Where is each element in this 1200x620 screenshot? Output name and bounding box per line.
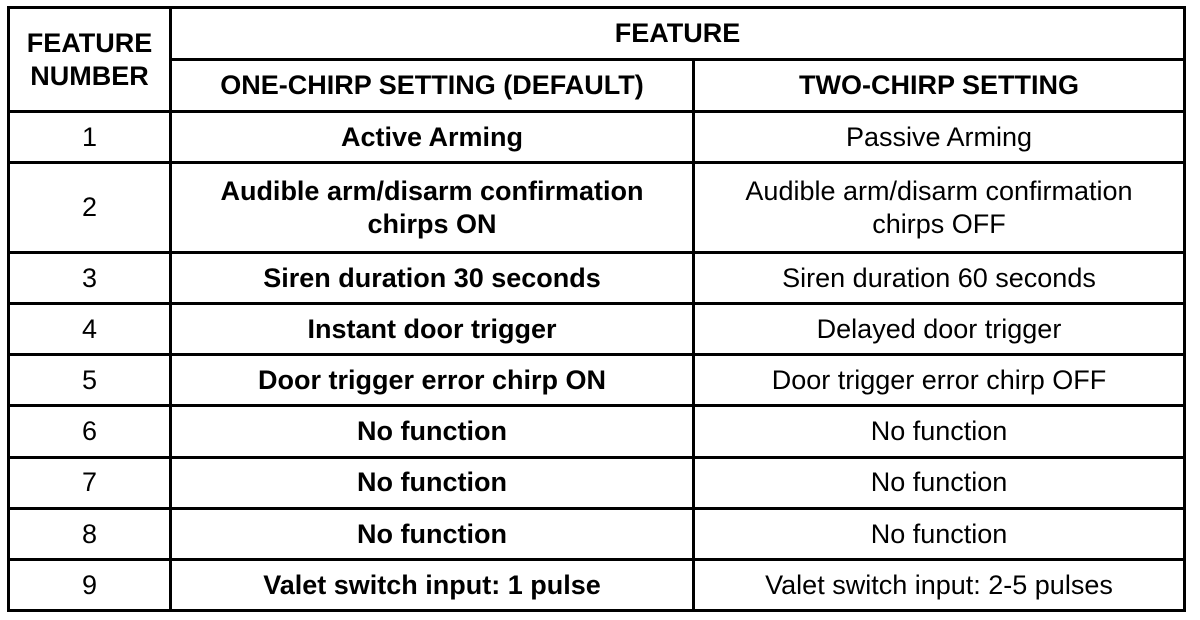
feature-number-cell: 5	[9, 355, 171, 406]
one-chirp-cell: Instant door trigger	[171, 304, 694, 355]
table-row	[9, 163, 1185, 253]
table-row	[9, 355, 1185, 406]
feature-settings-table	[7, 6, 1186, 612]
table-row	[9, 304, 1185, 355]
two-chirp-cell: No function	[694, 457, 1185, 508]
one-chirp-cell-line1: Audible arm/disarm confirmation	[220, 176, 644, 207]
header-row-top	[9, 8, 1185, 60]
two-chirp-cell: Siren duration 60 seconds	[694, 253, 1185, 304]
feature-number-cell: 6	[9, 406, 171, 457]
table-row	[9, 253, 1185, 304]
header-two-chirp-setting: TWO-CHIRP SETTING	[694, 60, 1185, 112]
feature-number-cell: 3	[9, 253, 171, 304]
two-chirp-cell: No function	[694, 508, 1185, 559]
feature-number-cell: 7	[9, 457, 171, 508]
header-feature-number-line1: FEATURE	[26, 28, 153, 59]
one-chirp-cell: No function	[171, 508, 694, 559]
one-chirp-cell: Valet switch input: 1 pulse	[171, 559, 694, 610]
two-chirp-cell-line1: Audible arm/disarm confirmation	[745, 176, 1133, 207]
feature-number-cell: 9	[9, 559, 171, 610]
table-row	[9, 559, 1185, 610]
two-chirp-cell: Delayed door trigger	[694, 304, 1185, 355]
table-row	[9, 112, 1185, 163]
header-feature-number-line2: NUMBER	[30, 60, 149, 91]
one-chirp-cell: No function	[171, 406, 694, 457]
header-row-bottom	[9, 60, 1185, 112]
two-chirp-cell: Passive Arming	[694, 112, 1185, 163]
feature-number-cell: 8	[9, 508, 171, 559]
feature-number-cell: 2	[9, 163, 171, 253]
one-chirp-cell: Siren duration 30 seconds	[171, 253, 694, 304]
header-one-chirp-setting: ONE-CHIRP SETTING (DEFAULT)	[171, 60, 694, 112]
feature-number-cell: 1	[9, 112, 171, 163]
one-chirp-cell	[171, 163, 694, 253]
feature-number-cell: 4	[9, 304, 171, 355]
two-chirp-cell	[694, 163, 1185, 253]
header-feature-number	[9, 8, 171, 112]
one-chirp-cell: No function	[171, 457, 694, 508]
table-row	[9, 406, 1185, 457]
one-chirp-cell: Door trigger error chirp ON	[171, 355, 694, 406]
two-chirp-cell: Valet switch input: 2-5 pulses	[694, 559, 1185, 610]
table-row	[9, 457, 1185, 508]
header-feature: FEATURE	[171, 8, 1185, 60]
table-row	[9, 508, 1185, 559]
one-chirp-cell: Active Arming	[171, 112, 694, 163]
two-chirp-cell: Door trigger error chirp OFF	[694, 355, 1185, 406]
two-chirp-cell-line2: chirps OFF	[872, 208, 1006, 239]
one-chirp-cell-line2: chirps ON	[367, 208, 497, 239]
two-chirp-cell: No function	[694, 406, 1185, 457]
